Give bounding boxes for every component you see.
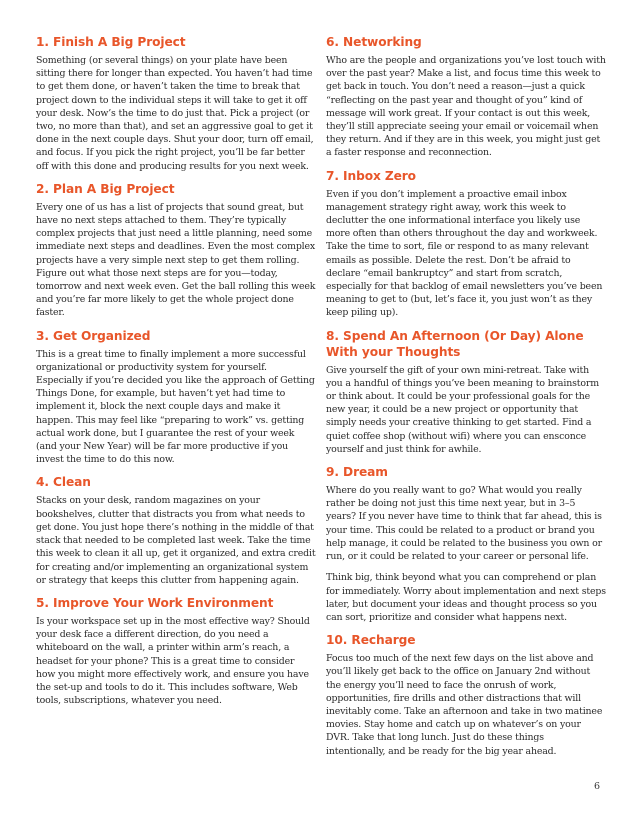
section-heading: 7. Inbox Zero: [326, 168, 416, 183]
right-column: [326, 34, 606, 766]
section-paragraph: Who are the people and organizations you’ve lost touch with over the past year? Make a list, and focus time this week to get back in touch. You don’t need a reason—just a quick “reflecting on the past year and thought of you” kind of message will work great. If your contact is out this week, they’ll still appreciate seeing your email or voicemail when they return. And if they are in this week, you might just get a faster response and reconnection.: [326, 55, 606, 159]
section-heading: 2. Plan A Big Project: [36, 181, 175, 196]
section-networking: [326, 34, 606, 160]
section-improve-work-environment: [36, 595, 316, 707]
section-paragraph: Every one of us has a list of projects that sound great, but have no next steps attached to them. They’re typically complex projects that just need a little planning, need some immediate next steps and deadlines. Even the most complex projects have a very simple next step to get them rolling. Figure out what those next steps are for you—today, tomorrow and next week even. Get the ball rolling this week and you’re far more likely to get the whole project done faster.: [36, 201, 316, 319]
section-heading: 5. Improve Your Work Environment: [36, 595, 274, 610]
section-heading: 10. Recharge: [326, 633, 416, 648]
section-heading: 3. Get Organized: [36, 328, 151, 343]
section-clean: [36, 474, 316, 586]
section-heading: 1. Finish A Big Project: [36, 35, 186, 49]
section-inbox-zero: [326, 168, 606, 320]
page-number: 6: [593, 781, 600, 792]
section-heading: 8. Spend An Afternoon (Or Day) Alone With your Thoughts: [326, 328, 584, 359]
section-paragraph: Stacks on your desk, random magazines on your bookshelves, clutter that distracts you from what needs to get done. You just hope there’s nothing in the middle of that stack that needed to be completed last week. Take the time this week to clean it all up, get it organized, and extra credit for creating and/or implementing an organizational system or strategy that keeps this clutter from happening again.: [36, 495, 316, 586]
section-paragraph: Give yourself the gift of your own mini-retreat. Take with you a handful of things you’ve been meaning to brainstorm or think about. It could be your professional goals for the new year, it could be a new project or opportunity that simply needs your creative thinking to get started. Find a quiet coffee shop (without wifi) where you can ensconce yourself and just think for awhile.: [326, 364, 599, 455]
section-paragraph: Something (or several things) on your plate have been sitting there for longer than expected. You haven’t had time to get them done, or haven’t taken the time to break that project down to the individual steps it will take to get it off your desk. Now’s the time to do just that. Pick a project (or two, no more than that), and set an aggressive goal to get it done in the next couple days. Shut your door, turn off email, and focus. If you pick the right project, you’ll be far better off with this done and producing results for you next week.: [36, 55, 314, 172]
section-dream: [326, 464, 606, 624]
section-heading: 9. Dream: [326, 465, 388, 480]
section-plan-big-project: [36, 181, 316, 320]
section-recharge: [326, 632, 606, 758]
section-paragraph: Where do you really want to go? What would you really rather be doing not just this time next year, but in 3–5 years? If you never have time to think that far ahead, this is your time. This could be related to a product or brand you help manage, it could be related to the business you own or run, or it could be related to your career or personal life.: [326, 485, 602, 563]
section-finish-big-project: [36, 34, 316, 173]
section-get-organized: [36, 328, 316, 467]
section-paragraph: Think big, think beyond what you can comprehend or plan for immediately. Worry about implementation and next steps later, but document your ideas and thought process so you can sort, prioritize and consider what happens next.: [326, 572, 606, 623]
left-column: [36, 34, 316, 715]
section-spend-afternoon: [326, 328, 606, 456]
section-paragraph: This is a great time to finally implement a more successful organizational or productivity system for yourself. Especially if you’re decided you like the approach of Getting Things Done, for example, but haven’t yet had time to implement it, block the next couple days and make it happen. This may feel like “preparing to work” vs. getting actual work done, but I guarantee the rest of your week (and your New Year) will be far more productive if you invest the time to do this now.: [36, 348, 315, 466]
section-heading: 6. Networking: [326, 35, 422, 49]
section-heading: 4. Clean: [36, 475, 91, 490]
section-paragraph: Even if you don’t implement a proactive email inbox management strategy right away, work this week to declutter the one informational interface you likely use more often than others throughout the day and workweek. Take the time to sort, file or respond to as many relevant emails as possible. Delete the rest. Don’t be afraid to declare “email bankruptcy” and start from scratch, especially for that backlog of email newsletters you’ve been meaning to get to (but, let’s face it, you just won’t as they keep piling up).: [326, 188, 603, 319]
section-paragraph: Focus too much of the next few days on the list above and you’ll likely get back to the office on January 2nd without the energy you’ll need to face the onrush of work, opportunities, fire drills and other distractions that will inevitably come. Take an afternoon and take in two matinee movies. Stay home and catch up on whatever’s on your DVR. Take that long lunch. Just do these things intentionally, and be ready for the big year ahead.: [326, 653, 603, 757]
section-paragraph: Is your workspace set up in the most effective way? Should your desk face a different direction, do you need a whiteboard on the wall, a printer within arm’s reach, a headset for your phone? This is a great time to consider how you might more effectively work, and ensure you have the set-up and tools to do it. This includes software, Web tools, subscriptions, whatever you need.: [36, 615, 310, 707]
